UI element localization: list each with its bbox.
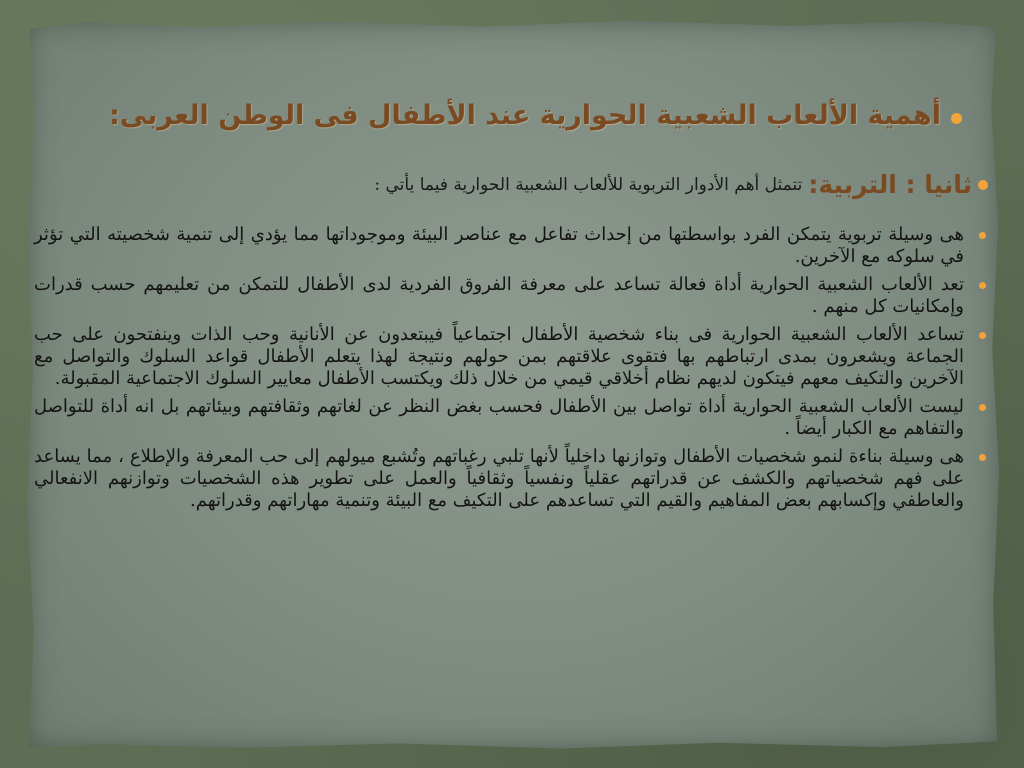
orange-dot-icon: [979, 454, 986, 461]
title-row: [62, 100, 962, 132]
list-item: [34, 324, 988, 390]
orange-dot-icon: [979, 332, 986, 339]
section-row: [28, 170, 988, 199]
orange-dot-icon: [951, 113, 962, 124]
slide-title: أهمية الألعاب الشعبية الحوارية عند الأطفال فى الوطن العربى:: [109, 100, 941, 131]
list-item-text: تساعد الألعاب الشعبية الحوارية فى بناء شخصية الأطفال اجتماعياً فيبتعدون عن الأنانية وحب الذات وينفتحون على حب الجماعة ويشعرون بمدى ارتباطهم بها فتقوى علاقتهم بمن حولهم ونتيجة لهذا يتعلم الأطفال قواعد السلوك والتواصل مع الآخرين والتكيف معهم فيتكون لديهم نظام أخلاقي قيمي من خلال ذلك ويكتسب الأطفال معايير السلوك الاجتماعية المقبولة.: [34, 324, 964, 389]
orange-dot-icon: [979, 404, 986, 411]
list-item: [34, 396, 988, 440]
section-heading: ثانيا : التربية:: [808, 170, 972, 199]
list-item-text: هى وسيلة تربوية يتمكن الفرد بواسطتها من إحداث تفاعل مع عناصر البيئة وموجوداتها مما يؤدي إلى تنمية شخصيته التي تؤثر في سلوكه مع الآخرين.: [34, 224, 964, 267]
list-item-text: هى وسيلة بناءة لنمو شخصيات الأطفال وتوازنها داخلياً لأنها تلبي رغباتهم وتُشبع ميولهم إلى حب المعرفة والإطلاع ، مما يساعد على فهم شخصياتهم والكشف عن قدراتهم عقلياً ونفسياً وثقافياً والعمل على تطوير هذه الشخصيات وتوازنهم الانفعالي والعاطفي وإكسابهم بعض المفاهيم والقيم التي تساعدهم على التكيف مع البيئة وتنمية مهاراتهم وقدراتهم.: [34, 446, 964, 511]
orange-dot-icon: [979, 232, 986, 239]
orange-dot-icon: [978, 180, 988, 190]
list-item-text: تعد الألعاب الشعبية الحوارية أداة فعالة تساعد على معرفة الفروق الفردية لدى الأطفال للتمكن من تعليمهم حسب قدرات وإمكانيات كل منهم .: [34, 274, 964, 317]
section-intro: تتمثل أهم الأدوار التربوية للألعاب الشعبية الحوارية فيما يأتي :: [374, 174, 803, 195]
list-item: [34, 274, 988, 318]
list-item: [34, 446, 988, 512]
bullet-list: [34, 224, 988, 518]
orange-dot-icon: [979, 282, 986, 289]
list-item-text: ليست الألعاب الشعبية الحوارية أداة تواصل بين الأطفال فحسب بغض النظر عن لغاتهم وثقافتهم وبيئاتهم بل انه أداة للتواصل والتفاهم مع الكبار أيضاً .: [34, 396, 964, 439]
list-item: [34, 224, 988, 268]
